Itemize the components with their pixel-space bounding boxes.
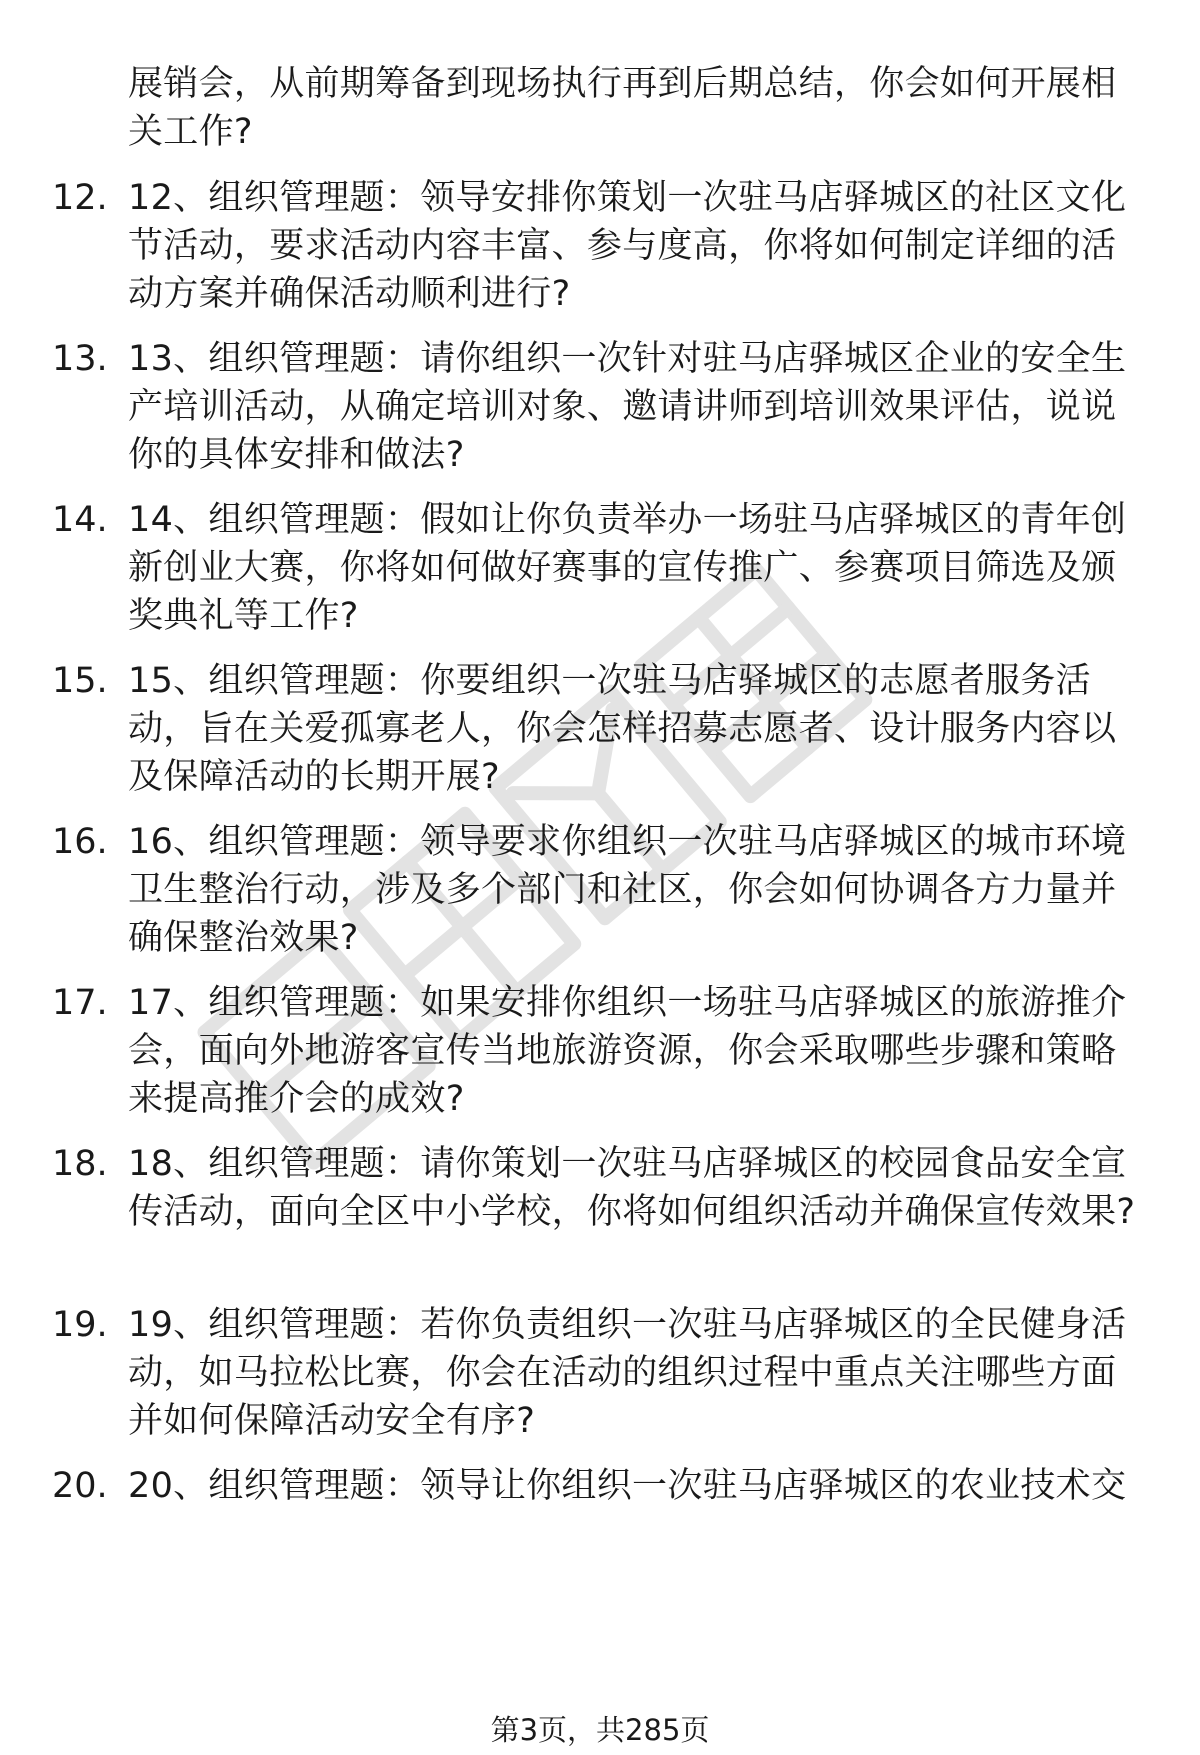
question-text: 12、组织管理题：领导安排你策划一次驻马店驿城区的社区文化节活动，要求活动内容丰富、参与度高，你将如何制定详细的活动方案并确保活动顺利进行? xyxy=(128,178,1127,314)
question-number: 16. xyxy=(52,822,108,862)
question-number: 17. xyxy=(52,983,108,1023)
question-number: 18. xyxy=(52,1144,108,1184)
question-text: 16、组织管理题：领导要求你组织一次驻马店驿城区的城市环境卫生整治行动，涉及多个部门和社区，你会如何协调各方力量并确保整治效果? xyxy=(128,822,1127,958)
question-text: 19、组织管理题：若你负责组织一次驻马店驿城区的全民健身活动，如马拉松比赛，你会在活动的组织过程中重点关注哪些方面并如何保障活动安全有序? xyxy=(128,1305,1127,1441)
question-text: 18、组织管理题：请你策划一次驻马店驿城区的校园食品安全宣传活动，面向全区中小学校，你将如何组织活动并确保宣传效果? xyxy=(128,1144,1136,1232)
page-footer: 第3页，共285页 xyxy=(490,1713,710,1747)
question-text: 13、组织管理题：请你组织一次针对驻马店驿城区企业的安全生产培训活动，从确定培训对象、邀请讲师到培训效果评估，说说你的具体安排和做法? xyxy=(128,339,1127,475)
question-number: 20. xyxy=(52,1466,108,1506)
question-text: 14、组织管理题：假如让你负责举办一场驻马店驿城区的青年创新创业大赛，你将如何做好赛事的宣传推广、参赛项目筛选及颁奖典礼等工作? xyxy=(128,500,1127,636)
question-text: 17、组织管理题：如果安排你组织一场驻马店驿城区的旅游推介会，面向外地游客宣传当地旅游资源，你会采取哪些步骤和策略来提高推介会的成效? xyxy=(128,983,1127,1119)
question-number: 14. xyxy=(52,500,108,540)
question-text: 15、组织管理题：你要组织一次驻马店驿城区的志愿者服务活动，旨在关爱孤寡老人，你会怎样招募志愿者、设计服务内容以及保障活动的长期开展? xyxy=(128,661,1117,797)
question-number: 19. xyxy=(52,1305,108,1345)
question-number: 12. xyxy=(52,178,108,218)
question-text: 20、组织管理题：领导让你组织一次驻马店驿城区的农业技术交 xyxy=(128,1466,1127,1506)
question-number: 13. xyxy=(52,339,108,379)
question-number: 15. xyxy=(52,661,108,701)
question-continuation-text: 展销会，从前期筹备到现场执行再到后期总结，你会如何开展相关工作? xyxy=(128,64,1117,152)
